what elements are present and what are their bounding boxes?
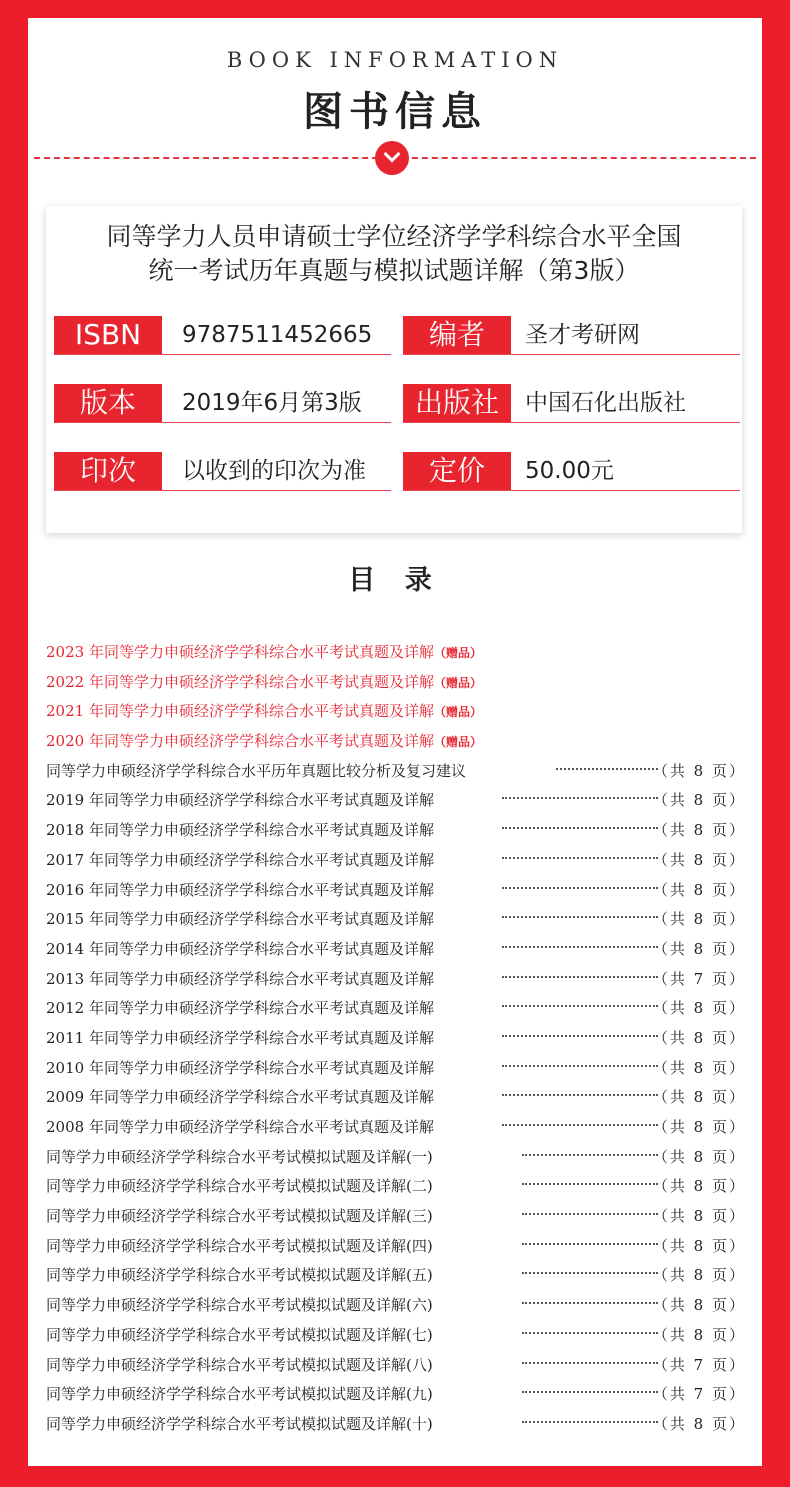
field-value-editor: 圣才考研网 — [525, 322, 640, 348]
toc-row-pages: （共 8 页） — [652, 791, 746, 810]
dot-leader — [502, 797, 658, 799]
toc-row — [46, 1289, 746, 1319]
toc-row-pages: （共 8 页） — [652, 1177, 746, 1196]
dot-leader — [522, 1154, 658, 1156]
dot-leader — [522, 1421, 658, 1423]
toc-row — [46, 933, 746, 963]
toc-gift-row-text: 2022 年同等学力申硕经济学学科综合水平考试真题及详解 — [46, 672, 434, 691]
toc-row-pages: （共 8 页） — [652, 761, 746, 780]
dot-leader — [522, 1391, 658, 1393]
toc-row-text: 2018 年同等学力申硕经济学学科综合水平考试真题及详解 — [46, 821, 434, 840]
gift-tag: （赠品） — [433, 735, 482, 750]
field-label-publisher: 出版社 — [403, 384, 511, 422]
section-title-english: BOOK INFORMATION — [226, 48, 564, 72]
toc-row-text: 同等学力申硕经济学学科综合水平考试模拟试题及详解(七) — [46, 1325, 433, 1344]
toc-row-pages: （共 8 页） — [652, 1028, 746, 1047]
toc-row-pages: （共 8 页） — [652, 1058, 746, 1077]
toc-row-text: 2019 年同等学力申硕经济学学科综合水平考试真题及详解 — [46, 791, 434, 810]
toc-row-text: 2014 年同等学力申硕经济学学科综合水平考试真题及详解 — [46, 939, 434, 958]
toc-row-pages: （共 8 页） — [652, 850, 746, 869]
field-label-editor: 编者 — [403, 316, 511, 354]
field-value-price: 50.00元 — [525, 458, 614, 484]
toc-row — [46, 1170, 746, 1200]
dot-leader — [522, 1302, 658, 1304]
field-value-edition: 2019年6月第3版 — [182, 390, 362, 416]
book-title-line1: 同等学力人员申请硕士学位经济学学科综合水平全国 — [106, 222, 682, 251]
toc-row-pages: （共 8 页） — [652, 1118, 746, 1136]
toc-row — [46, 755, 746, 785]
dot-leader — [556, 768, 658, 770]
toc-row-text: 同等学力申硕经济学学科综合水平考试模拟试题及详解(五) — [46, 1266, 433, 1285]
toc-row-text: 同等学力申硕经济学学科综合水平历年真题比较分析及复习建议 — [46, 761, 467, 780]
toc-row-text: 2009 年同等学力申硕经济学学科综合水平考试真题及详解 — [46, 1088, 434, 1107]
toc-gift-row — [46, 725, 746, 755]
toc-row-text: 2008 年同等学力申硕经济学学科综合水平考试真题及详解 — [46, 1118, 434, 1136]
toc-row-text: 2013 年同等学力申硕经济学学科综合水平考试真题及详解 — [46, 969, 434, 988]
toc-gift-row — [46, 636, 746, 666]
toc-row — [46, 1200, 746, 1230]
chevron-down-icon — [375, 141, 409, 175]
toc-row — [46, 1081, 746, 1111]
toc-row-pages: （共 8 页） — [652, 939, 746, 958]
toc-row-pages: （共 7 页） — [652, 1355, 746, 1374]
toc-row-text: 2012 年同等学力申硕经济学学科综合水平考试真题及详解 — [46, 999, 434, 1018]
dot-leader — [502, 1124, 658, 1126]
toc-row-text: 2016 年同等学力申硕经济学学科综合水平考试真题及详解 — [46, 880, 434, 899]
dot-leader — [502, 1094, 658, 1096]
field-label-edition: 版本 — [54, 384, 162, 422]
toc-row-text: 同等学力申硕经济学学科综合水平考试模拟试题及详解(十) — [46, 1414, 433, 1433]
toc-row-text: 同等学力申硕经济学学科综合水平考试模拟试题及详解(一) — [46, 1147, 433, 1166]
dot-leader — [522, 1243, 658, 1245]
toc-row-pages: （共 8 页） — [652, 1296, 746, 1315]
field-value-publisher: 中国石化出版社 — [525, 390, 686, 416]
book-title-line2: 统一考试历年真题与模拟试题详解（第3版） — [148, 256, 640, 285]
dot-leader — [502, 1035, 658, 1037]
toc-row-pages: （共 8 页） — [652, 1325, 746, 1344]
toc-row-text: 2017 年同等学力申硕经济学学科综合水平考试真题及详解 — [46, 850, 434, 869]
toc-row — [46, 1319, 746, 1349]
toc-row-pages: （共 8 页） — [652, 1147, 746, 1166]
field-printing — [54, 452, 391, 491]
toc-row-pages: （共 7 页） — [652, 969, 746, 988]
dot-leader — [502, 976, 658, 978]
table-of-contents — [46, 636, 746, 1438]
toc-row-pages: （共 8 页） — [652, 1414, 746, 1433]
field-isbn — [54, 316, 391, 355]
toc-row-pages: （共 8 页） — [652, 821, 746, 840]
toc-row — [46, 1378, 746, 1408]
dot-leader — [502, 1065, 658, 1067]
toc-row-text: 同等学力申硕经济学学科综合水平考试模拟试题及详解(六) — [46, 1296, 433, 1315]
gift-tag: （赠品） — [433, 646, 482, 660]
toc-row-pages: （共 8 页） — [652, 999, 746, 1018]
dot-leader — [502, 887, 658, 889]
toc-row-pages: （共 8 页） — [652, 1088, 746, 1107]
toc-gift-row — [46, 695, 746, 725]
toc-row-pages: （共 8 页） — [652, 1236, 746, 1255]
dot-leader — [502, 857, 658, 859]
page-frame — [28, 18, 762, 1466]
toc-title: 目 录 — [348, 565, 442, 596]
dot-leader — [522, 1213, 658, 1215]
toc-row — [46, 963, 746, 993]
toc-row — [46, 1230, 746, 1260]
field-edition — [54, 384, 391, 423]
toc-row — [46, 814, 746, 844]
toc-row — [46, 1022, 746, 1052]
gift-tag: （赠品） — [433, 705, 482, 720]
toc-row — [46, 1259, 746, 1289]
field-publisher — [403, 384, 740, 423]
toc-row — [46, 874, 746, 904]
toc-row-pages: （共 8 页） — [652, 1266, 746, 1285]
toc-row-text: 同等学力申硕经济学学科综合水平考试模拟试题及详解(九) — [46, 1385, 433, 1404]
dot-leader — [502, 946, 658, 948]
toc-row — [46, 844, 746, 874]
toc-row — [46, 1349, 746, 1379]
dot-leader — [502, 916, 658, 918]
toc-row — [46, 903, 746, 933]
dot-leader — [522, 1362, 658, 1364]
book-title — [46, 220, 742, 288]
field-value-isbn: 9787511452665 — [182, 322, 373, 348]
toc-gift-row-text: 2021 年同等学力申硕经济学学科综合水平考试真题及详解 — [46, 702, 434, 721]
toc-row — [46, 1408, 746, 1438]
toc-row-text: 同等学力申硕经济学学科综合水平考试模拟试题及详解(四) — [46, 1236, 433, 1255]
field-label-printing: 印次 — [54, 452, 162, 490]
toc-row-text: 同等学力申硕经济学学科综合水平考试模拟试题及详解(八) — [46, 1355, 433, 1374]
toc-row-text: 同等学力申硕经济学学科综合水平考试模拟试题及详解(二) — [46, 1177, 433, 1196]
section-title: 图书信息 — [303, 89, 487, 135]
toc-gift-row-text: 2020 年同等学力申硕经济学学科综合水平考试真题及详解 — [46, 732, 434, 751]
dot-leader — [522, 1332, 658, 1334]
toc-gift-row — [46, 666, 746, 696]
field-price — [403, 452, 740, 491]
field-editor — [403, 316, 740, 355]
dot-leader — [502, 827, 658, 829]
toc-row — [46, 1111, 746, 1141]
dot-leader — [502, 1005, 658, 1007]
toc-row-text: 2010 年同等学力申硕经济学学科综合水平考试真题及详解 — [46, 1058, 434, 1077]
toc-row-text: 2015 年同等学力申硕经济学学科综合水平考试真题及详解 — [46, 910, 434, 929]
toc-row-text: 同等学力申硕经济学学科综合水平考试模拟试题及详解(三) — [46, 1207, 433, 1226]
toc-row-pages: （共 8 页） — [652, 910, 746, 929]
field-value-printing: 以收到的印次为准 — [182, 458, 366, 484]
toc-row-pages: （共 8 页） — [652, 880, 746, 899]
dot-leader — [522, 1272, 658, 1274]
toc-row-pages: （共 8 页） — [652, 1207, 746, 1226]
toc-gift-row-text: 2023 年同等学力申硕经济学学科综合水平考试真题及详解 — [46, 643, 434, 661]
field-label-isbn: ISBN — [54, 316, 162, 354]
toc-row-pages: （共 7 页） — [652, 1385, 746, 1404]
toc-row-text: 2011 年同等学力申硕经济学学科综合水平考试真题及详解 — [46, 1028, 434, 1047]
dot-leader — [522, 1183, 658, 1185]
toc-row — [46, 1141, 746, 1171]
field-label-price: 定价 — [403, 452, 511, 490]
toc-row — [46, 1052, 746, 1082]
toc-row — [46, 784, 746, 814]
gift-tag: （赠品） — [433, 675, 482, 690]
book-info-card — [46, 206, 742, 533]
toc-row — [46, 992, 746, 1022]
